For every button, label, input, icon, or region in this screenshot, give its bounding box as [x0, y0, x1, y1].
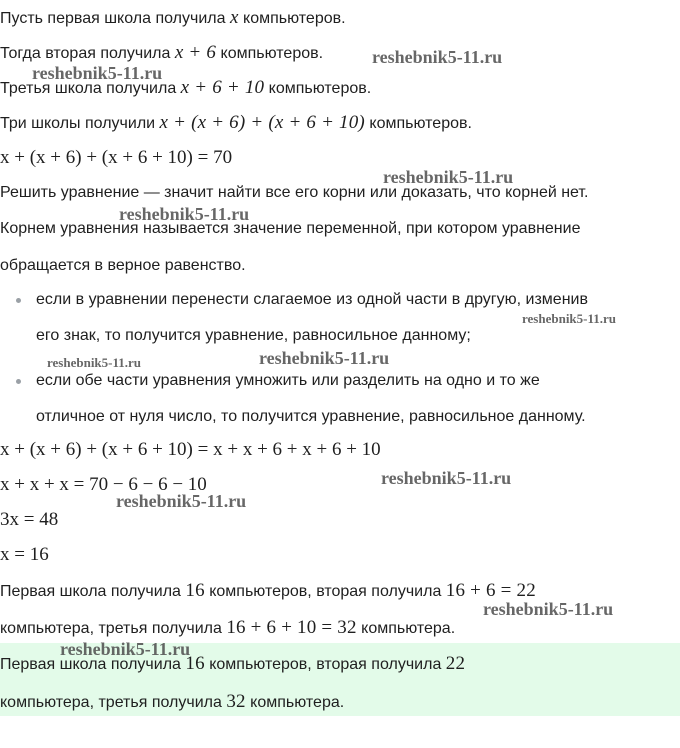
rule-2-line-1: если обе части уравнения умножить или разделить на одно и то же — [36, 372, 540, 389]
watermark: reshebnik5-11.ru — [522, 311, 617, 326]
watermark: reshebnik5-11.ru — [483, 599, 614, 619]
watermark: reshebnik5-11.ru — [383, 167, 514, 187]
watermark: reshebnik5-11.ru — [372, 47, 503, 67]
solution-step-4: x = 16 — [0, 544, 49, 565]
watermark: reshebnik5-11.ru — [32, 63, 163, 83]
rule-2-line-2: отличное от нуля число, то получится уравнение, равносильное данному. — [36, 408, 586, 425]
math-expr: x + (x + 6) + (x + 6 + 10) — [159, 112, 365, 133]
bullet-icon — [16, 379, 21, 384]
solution-step-1: x + (x + 6) + (x + 6 + 10) = x + x + 6 + x + 6 + 10 — [0, 439, 381, 460]
equation-main: x + (x + 6) + (x + 6 + 10) = 70 — [0, 147, 233, 168]
watermark: reshebnik5-11.ru — [47, 355, 142, 370]
solution-step-2: x + x + x = 70 − 6 − 6 − 10 — [0, 474, 207, 495]
answer-line-2: компьютера, третья получила 32 компьютера. — [0, 691, 345, 712]
text-line-1: Пусть первая школа получила x компьютеров. — [0, 7, 346, 28]
result-line-2: компьютера, третья получила 16 + 6 + 10 = 32 компьютера. — [0, 617, 456, 638]
watermark: reshebnik5-11.ru — [119, 204, 250, 224]
watermark: reshebnik5-11.ru — [116, 491, 247, 511]
math-expr: x + 6 + 10 — [180, 77, 265, 98]
solution-step-3: 3x = 48 — [0, 509, 59, 530]
watermark: reshebnik5-11.ru — [381, 468, 512, 488]
definition-line-2: Корнем уравнения называется значение переменной, при котором уравнение — [0, 220, 581, 237]
text-line-4: Три школы получили x + (x + 6) + (x + 6 + 10) компьютеров. — [0, 112, 472, 133]
definition-line-1: Решить уравнение — значит найти все его корни или доказать, что корней нет. — [0, 184, 589, 201]
watermark: reshebnik5-11.ru — [259, 348, 390, 368]
bullet-icon — [16, 298, 21, 303]
definition-line-3: обращается в верное равенство. — [0, 257, 246, 274]
math-expr: x + 6 — [174, 42, 217, 63]
watermark: reshebnik5-11.ru — [60, 639, 191, 659]
result-line-1: Первая школа получила 16 компьютеров, вторая получила 16 + 6 = 22 — [0, 580, 536, 601]
rule-1-line-2: его знак, то получится уравнение, равносильное данному; — [36, 327, 471, 344]
text-line-2: Тогда вторая получила x + 6 компьютеров. — [0, 42, 324, 63]
text-line-3: Третья школа получила x + 6 + 10 компьютеров. — [0, 77, 372, 98]
rule-1-line-1: если в уравнении перенести слагаемое из одной части в другую, изменив — [36, 291, 588, 308]
math-x: x — [229, 7, 239, 28]
answer-line-1: Первая школа получила 16 компьютеров, вторая получила 22 — [0, 653, 466, 674]
